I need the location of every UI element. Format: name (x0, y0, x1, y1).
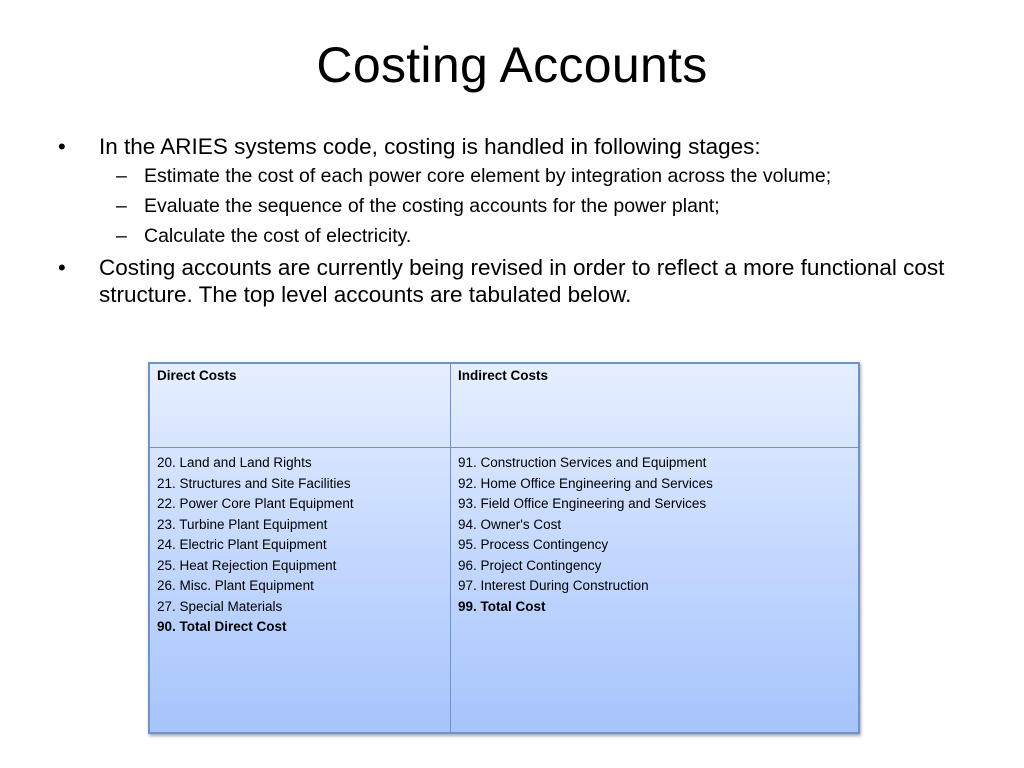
direct-cost-item: 25. Heat Rejection Equipment (157, 557, 337, 573)
direct-cost-item: 24. Electric Plant Equipment (157, 537, 327, 552)
bullet-item (58, 133, 958, 248)
sub-bullet-text: Evaluate the sequence of the costing accounts for the power plant; (144, 195, 720, 217)
bullet-list (58, 133, 958, 312)
bullet-text: Costing accounts are currently being revised in order to reflect a more functional cost structure. The top level accounts are tabulated below. (99, 255, 945, 307)
indirect-cost-item: 94. Owner's Cost (458, 516, 562, 532)
dash-marker: – (116, 165, 127, 187)
sub-bullet-text: Calculate the cost of electricity. (144, 225, 412, 247)
costs-table-container (148, 362, 860, 734)
total-direct-cost: 90. Total Direct Cost (157, 619, 287, 634)
bullet-marker: • (58, 255, 66, 280)
sub-bullet-item (99, 224, 958, 248)
indirect-cost-item: 95. Process Contingency (458, 537, 609, 552)
indirect-cost-item: 97. Interest During Construction (458, 578, 649, 593)
sub-bullet-list (99, 164, 958, 248)
table-body-row (150, 448, 859, 733)
direct-cost-item: 22. Power Core Plant Equipment (157, 496, 354, 511)
indirect-cost-item: 93. Field Office Engineering and Services (458, 496, 707, 511)
sub-bullet-text: Estimate the cost of each power core element by integration across the volume; (144, 165, 832, 187)
indirect-costs-cell (451, 448, 859, 733)
dash-marker: – (116, 195, 127, 217)
direct-cost-item: 20. Land and Land Rights (157, 455, 312, 470)
indirect-cost-item: 91. Construction Services and Equipment (458, 455, 707, 470)
slide-title: Costing Accounts (316, 37, 708, 93)
direct-cost-item: 27. Special Materials (157, 598, 283, 614)
table-header-row (150, 364, 859, 448)
sub-bullet-item (99, 164, 958, 188)
total-cost: 99. Total Cost (458, 598, 546, 614)
direct-cost-item: 26. Misc. Plant Equipment (157, 578, 314, 593)
header-direct-costs: Direct Costs (150, 364, 451, 448)
indirect-cost-item: 96. Project Contingency (458, 557, 602, 573)
costs-table (149, 363, 859, 733)
indirect-cost-item: 92. Home Office Engineering and Services (458, 475, 713, 491)
direct-cost-item: 23. Turbine Plant Equipment (157, 516, 328, 532)
bullet-marker: • (58, 134, 66, 159)
direct-costs-cell (150, 448, 451, 733)
direct-cost-item: 21. Structures and Site Facilities (157, 475, 351, 491)
dash-marker: – (116, 225, 127, 247)
bullet-item (58, 254, 958, 308)
bullet-text: In the ARIES systems code, costing is handled in following stages: (99, 134, 761, 159)
header-indirect-costs: Indirect Costs (451, 364, 859, 448)
sub-bullet-item (99, 194, 958, 218)
